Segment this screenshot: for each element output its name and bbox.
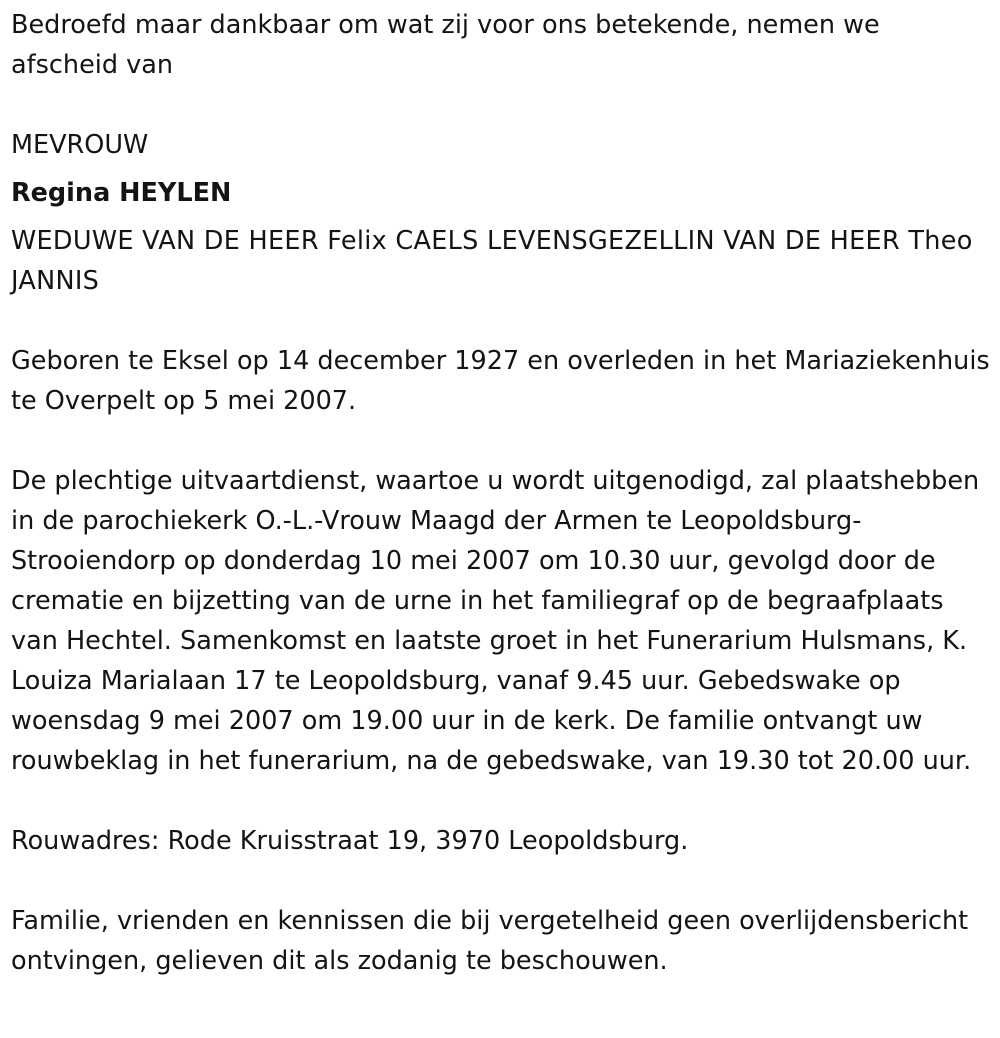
spacer (11, 781, 993, 821)
spacer (11, 165, 993, 173)
funeral-details: De plechtige uitvaartdienst, waartoe u wordt uitgenodigd, zal plaatshebben in de parochiekerk O.-L.-Vrouw Maagd der Armen te Leopoldsburg-Strooiendorp op donderdag 10 mei 2007 om 10.30 uur, gevolgd door de crematie en bijzetting van de urne in het familiegraf op de begraafplaats van Hechtel. Samenkomst en laatste groet in het Funerarium Hulsmans, K. Louiza Marialaan 17 te Leopoldsburg, vanaf 9.45 uur. Gebedswake op woensdag 9 mei 2007 om 19.00 uur in de kerk. De familie ontvangt uw rouwbeklag in het funerarium, na de gebedswake, van 19.30 tot 20.00 uur. (11, 466, 980, 776)
salutation: MEVROUW (11, 130, 149, 160)
spacer (11, 861, 993, 901)
spacer (11, 301, 993, 341)
obituary-notice (11, 5, 993, 981)
spacer (11, 85, 993, 125)
birth-death-text: Geboren te Eksel op 14 december 1927 en overleden in het Mariaziekenhuis te Overpelt op 5 mei 2007. (11, 346, 990, 416)
spacer (11, 213, 993, 221)
closing-text: Familie, vrienden en kennissen die bij vergetelheid geen overlijdensbericht ontvingen, gelieven dit als zodanig te beschouwen. (11, 906, 969, 976)
intro-text: Bedroefd maar dankbaar om wat zij voor ons betekende, nemen we afscheid van (11, 10, 880, 80)
spacer (11, 421, 993, 461)
mourning-address: Rouwadres: Rode Kruisstraat 19, 3970 Leopoldsburg. (11, 826, 689, 856)
relations-text: WEDUWE VAN DE HEER Felix CAELS LEVENSGEZELLIN VAN DE HEER Theo JANNIS (11, 226, 973, 296)
deceased-name: Regina HEYLEN (11, 178, 232, 208)
